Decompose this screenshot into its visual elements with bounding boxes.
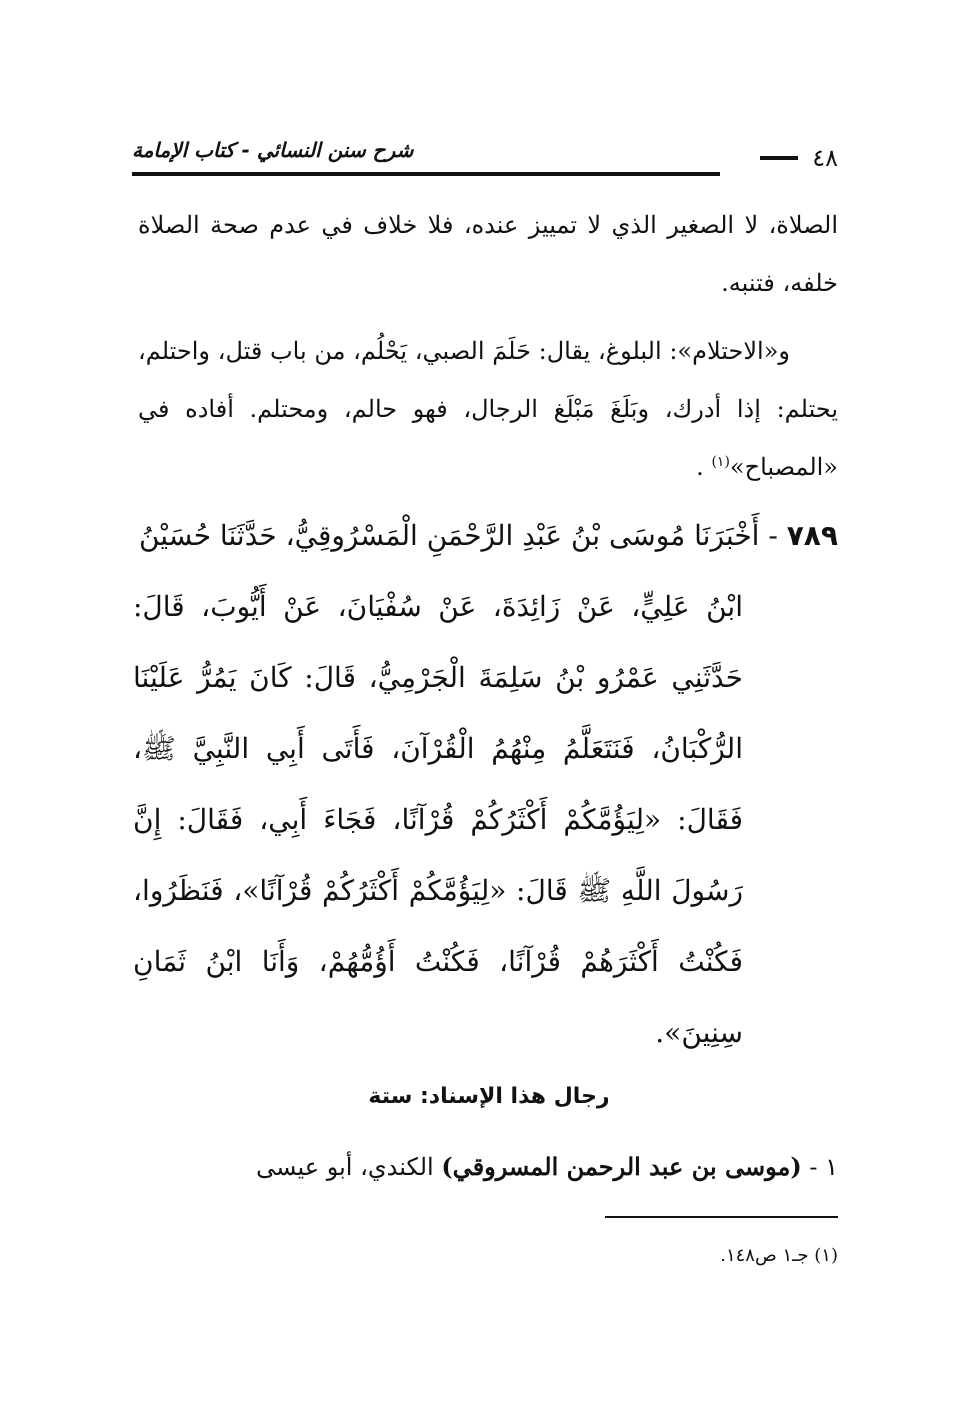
footnote-1: [138, 1240, 838, 1272]
footnote-reference: (١): [711, 454, 730, 470]
footnote-marker: (١): [814, 1245, 838, 1266]
book-title: شرح سنن النسائي - كتاب الإمامة: [132, 138, 414, 162]
header-rule: [132, 172, 720, 176]
paragraph-2: [138, 322, 838, 496]
hadith-opening: أَخْبَرَنَا مُوسَى بْنُ عَبْدِ الرَّحْمَنِ الْمَسْرُوقِيُّ، حَدَّثَنَا حُسَيْنُ: [138, 519, 760, 552]
paragraph-1: الصلاة، لا الصغير الذي لا تمييز عنده، فلا خلاف في عدم صحة الصلاة خلفه، فتنبه.: [138, 211, 838, 297]
hadith-number: ٧٨٩: [786, 519, 838, 552]
narrator-details: الكندي، أبو عيسى: [256, 1153, 434, 1181]
footnote-text: جـ١ ص١٤٨.: [720, 1245, 809, 1266]
page-header: [132, 138, 838, 186]
page-number: ٤٨: [812, 144, 838, 172]
footnote-separator: [605, 1216, 838, 1218]
section-heading: رجال هذا الإسناد: ستة: [368, 1084, 610, 1109]
page-number-group: [760, 144, 838, 172]
narrator-name: (موسى بن عبد الرحمن المسروقي): [441, 1152, 802, 1181]
hadith-first-line: [133, 500, 838, 571]
hadith-body: ابْنُ عَلِيٍّ، عَنْ زَائِدَةَ، عَنْ سُفْيَانَ، عَنْ أَيُّوبَ، قَالَ: حَدَّثَنِي عَمْرُو بْنُ سَلِمَةَ الْجَرْمِيُّ، قَالَ: كَانَ يَمُرُّ عَلَيْنَا الرُّكْبَانُ، فَنَتَعَلَّمُ مِنْهُمُ الْقُرْآنَ، فَأَتَى أَبِي النَّبِيَّ ﷺ، فَقَالَ: «لِيَؤُمَّكُمْ أَكْثَرُكُمْ قُرْآنًا، فَجَاءَ أَبِي، فَقَالَ: إِنَّ رَسُولَ اللَّهِ ﷺ قَالَ: «لِيَؤُمَّكُمْ أَكْثَرُكُمْ قُرْآنًا»، فَنَظَرُوا، فَكُنْتُ أَكْثَرَهُمْ قُرْآنًا، فَكُنْتُ أَؤُمُّهُمْ، وَأَنَا ابْنُ ثَمَانِ سِنِينَ».: [133, 590, 743, 1049]
paragraph-2-end: .: [696, 453, 704, 481]
narrator-entry-1: [138, 1142, 838, 1192]
paragraph-2-text: و«الاحتلام»: البلوغ، يقال: حَلَمَ الصبي، يَحْلُم، من باب قتل، واحتلم، يحتلم: إذا أدرك، وبَلَغَ مَبْلَغ الرجال، فهو حالم، ومحتلم. أفاده في «المصباح»: [138, 337, 838, 481]
hadith-separator: -: [768, 519, 778, 552]
hadith-789: [133, 500, 838, 1068]
narrator-index: ١ -: [809, 1153, 838, 1181]
page-number-dash: [760, 156, 798, 160]
